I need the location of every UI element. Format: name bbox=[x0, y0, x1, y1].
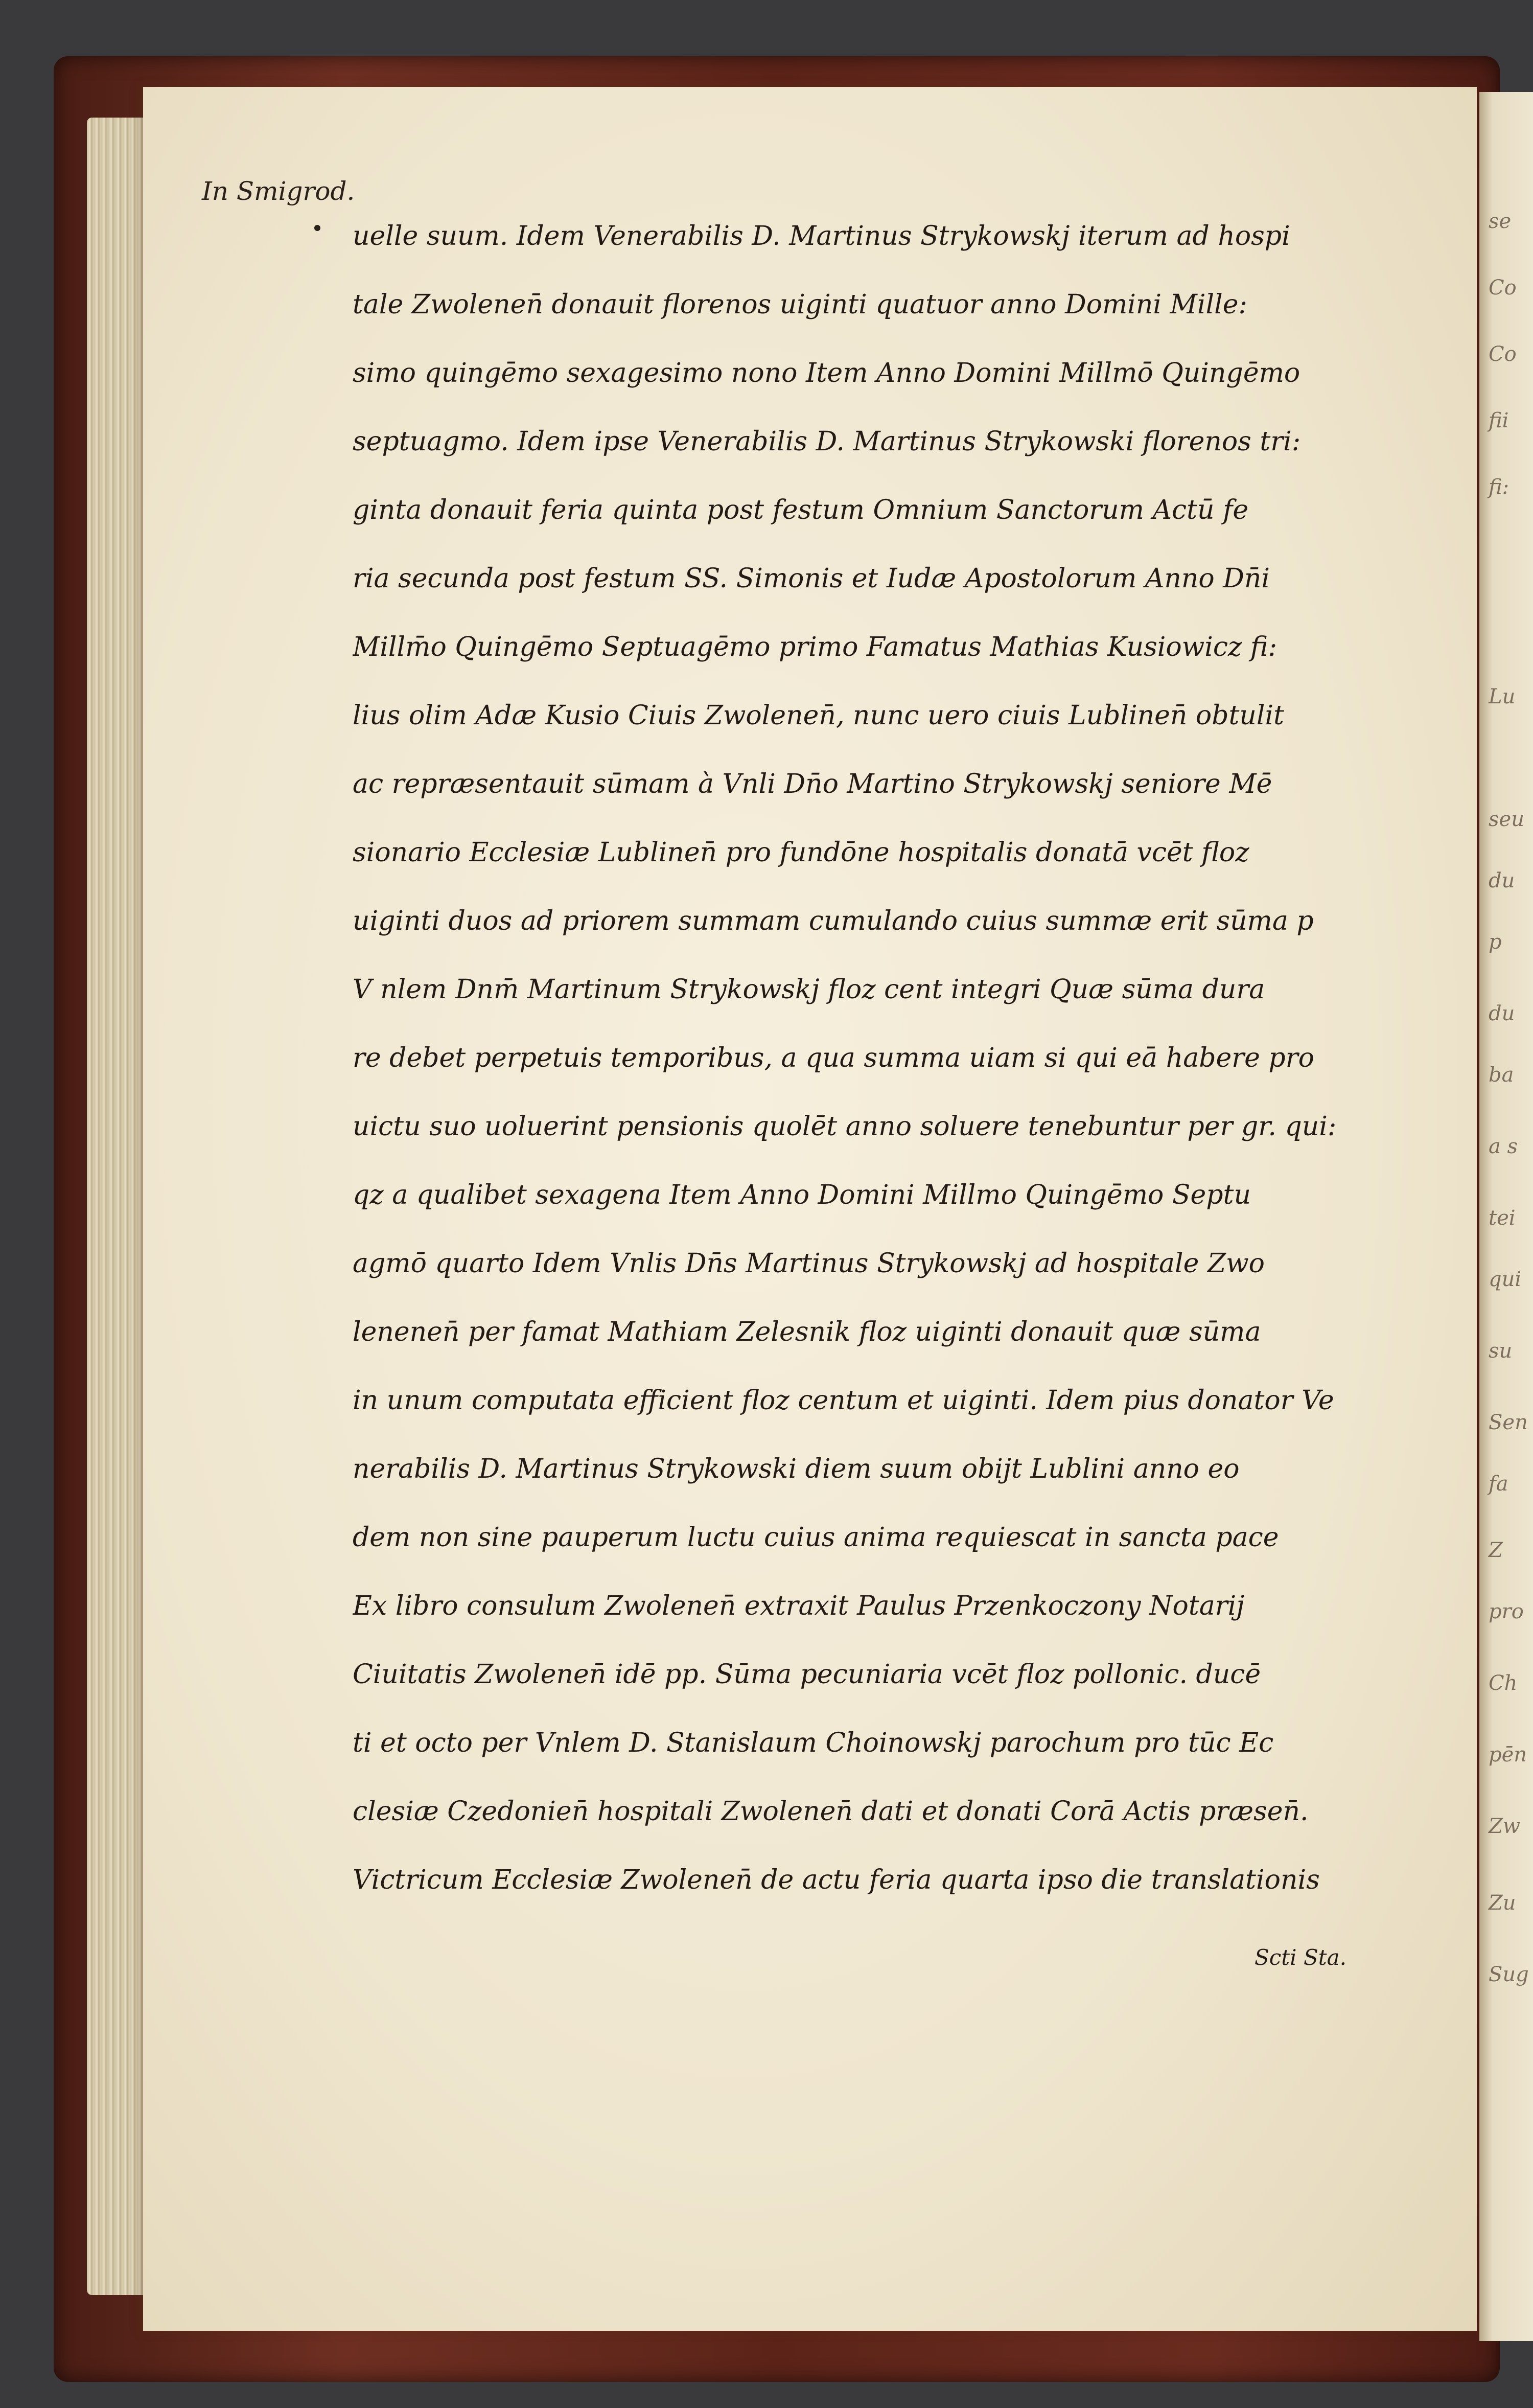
adjacent-page-fragment: fi: bbox=[1489, 475, 1509, 499]
adjacent-page-fragment: Co bbox=[1489, 276, 1517, 300]
text-line: ti et octo per Vnlem D. Stanislaum Choinowskj parochum pro tūc Ec bbox=[353, 1728, 1274, 1758]
adjacent-page-fragment: fa bbox=[1489, 1472, 1508, 1496]
adjacent-page-fragment: Co bbox=[1489, 342, 1517, 366]
text-line: Victricum Ecclesiæ Zwolenen̄ de actu feria quarta ipso die translationis bbox=[353, 1865, 1320, 1895]
catchword: Scti Sta. bbox=[1255, 1945, 1346, 1970]
adjacent-page-fragment: tei bbox=[1489, 1206, 1516, 1230]
text-line: lenenen̄ per famat Mathiam Zelesnik floz uiginti donauit quæ sūma bbox=[353, 1317, 1261, 1347]
adjacent-page-edge bbox=[1479, 92, 1533, 2341]
text-line: Ex libro consulum Zwolenen̄ extraxit Paulus Przenkoczony Notarij bbox=[353, 1591, 1245, 1621]
adjacent-page-fragment: Z bbox=[1489, 1539, 1503, 1562]
adjacent-page-fragment: se bbox=[1489, 210, 1512, 233]
adjacent-page-fragment: du bbox=[1489, 1002, 1515, 1025]
adjacent-page-fragment: pēn bbox=[1489, 1743, 1527, 1767]
text-line: uictu suo uoluerint pensionis quolēt anno soluere tenebuntur per gr. qui: bbox=[353, 1111, 1337, 1142]
text-line: qz a qualibet sexagena Item Anno Domini Millmo Quingēmo Septu bbox=[353, 1180, 1251, 1210]
adjacent-page-fragment: fii bbox=[1489, 409, 1509, 432]
text-line: re debet perpetuis temporibus, a qua summa uiam si qui eā habere pro bbox=[353, 1043, 1314, 1073]
text-line: in unum computata efficient floz centum et uiginti. Idem pius donator Ve bbox=[353, 1385, 1334, 1416]
text-line: uelle suum. Idem Venerabilis D. Martinus Strykowskj iterum ad hospi bbox=[353, 221, 1290, 251]
text-line: septuagmo. Idem ipse Venerabilis D. Martinus Strykowski florenos tri: bbox=[353, 426, 1301, 457]
text-line: Millm̄o Quingēmo Septuagēmo primo Famatus Mathias Kusiowicz fi: bbox=[353, 632, 1278, 662]
main-text bbox=[353, 202, 1354, 1914]
text-line: V nlem Dnm̄ Martinum Strykowskj floz cent integri Quæ sūma dura bbox=[353, 974, 1265, 1005]
text-line: tale Zwolenen̄ donauit florenos uiginti quatuor anno Domini Mille: bbox=[353, 289, 1248, 320]
text-line: agmō quarto Idem Vnlis Dn̄s Martinus Strykowskj ad hospitale Zwo bbox=[353, 1248, 1265, 1279]
adjacent-page-fragment: pro bbox=[1489, 1600, 1524, 1623]
text-line: Ciuitatis Zwolenen̄ idē pp. Sūma pecuniaria vcēt floz pollonic. ducē bbox=[353, 1659, 1261, 1690]
text-line: ria secunda post festum SS. Simonis et Iudæ Apostolorum Anno Dn̄i bbox=[353, 563, 1270, 594]
text-line: sionario Ecclesiæ Lublinen̄ pro fundōne hospitalis donatā vcēt floz bbox=[353, 837, 1249, 868]
adjacent-page-fragment: a s bbox=[1489, 1135, 1518, 1158]
adjacent-page-fragment: ba bbox=[1489, 1063, 1514, 1087]
adjacent-page-fragment: Zu bbox=[1489, 1891, 1516, 1915]
adjacent-page-fragment: p bbox=[1489, 930, 1502, 954]
text-line: simo quingēmo sexagesimo nono Item Anno Domini Millmō Quingēmo bbox=[353, 358, 1300, 388]
adjacent-page-fragment: seu bbox=[1489, 808, 1524, 831]
text-line: clesiæ Czedonien̄ hospitali Zwolenen̄ dati et donati Corā Actis præsen̄. bbox=[353, 1796, 1309, 1827]
adjacent-page-fragment: qui bbox=[1489, 1268, 1522, 1291]
adjacent-page-fragment: Lu bbox=[1489, 685, 1516, 708]
adjacent-page-fragment: Sug bbox=[1489, 1963, 1529, 1986]
margin-note: In Smigrod. bbox=[202, 176, 355, 206]
text-line: nerabilis D. Martinus Strykowski diem suum obijt Lublini anno eo bbox=[353, 1454, 1240, 1484]
adjacent-page-fragment: Ch bbox=[1489, 1671, 1518, 1695]
adjacent-page-fragment: Zw bbox=[1489, 1815, 1521, 1838]
text-line: ac repræsentauit sūmam à Vnli Dn̄o Martino Strykowskj seniore Mē bbox=[353, 769, 1272, 799]
text-line: ginta donauit feria quinta post festum Omnium Sanctorum Actū fe bbox=[353, 495, 1249, 525]
text-line: dem non sine pauperum luctu cuius anima requiescat in sancta pace bbox=[353, 1522, 1279, 1553]
adjacent-page-fragment: du bbox=[1489, 869, 1515, 892]
margin-dot bbox=[314, 225, 320, 231]
adjacent-page-fragment: su bbox=[1489, 1339, 1513, 1363]
adjacent-page-fragment: Sen bbox=[1489, 1411, 1528, 1434]
text-line: lius olim Adæ Kusio Ciuis Zwolenen̄, nunc uero ciuis Lublinen̄ obtulit bbox=[353, 700, 1285, 731]
text-line: uiginti duos ad priorem summam cumulando cuius summæ erit sūma p bbox=[353, 906, 1314, 936]
